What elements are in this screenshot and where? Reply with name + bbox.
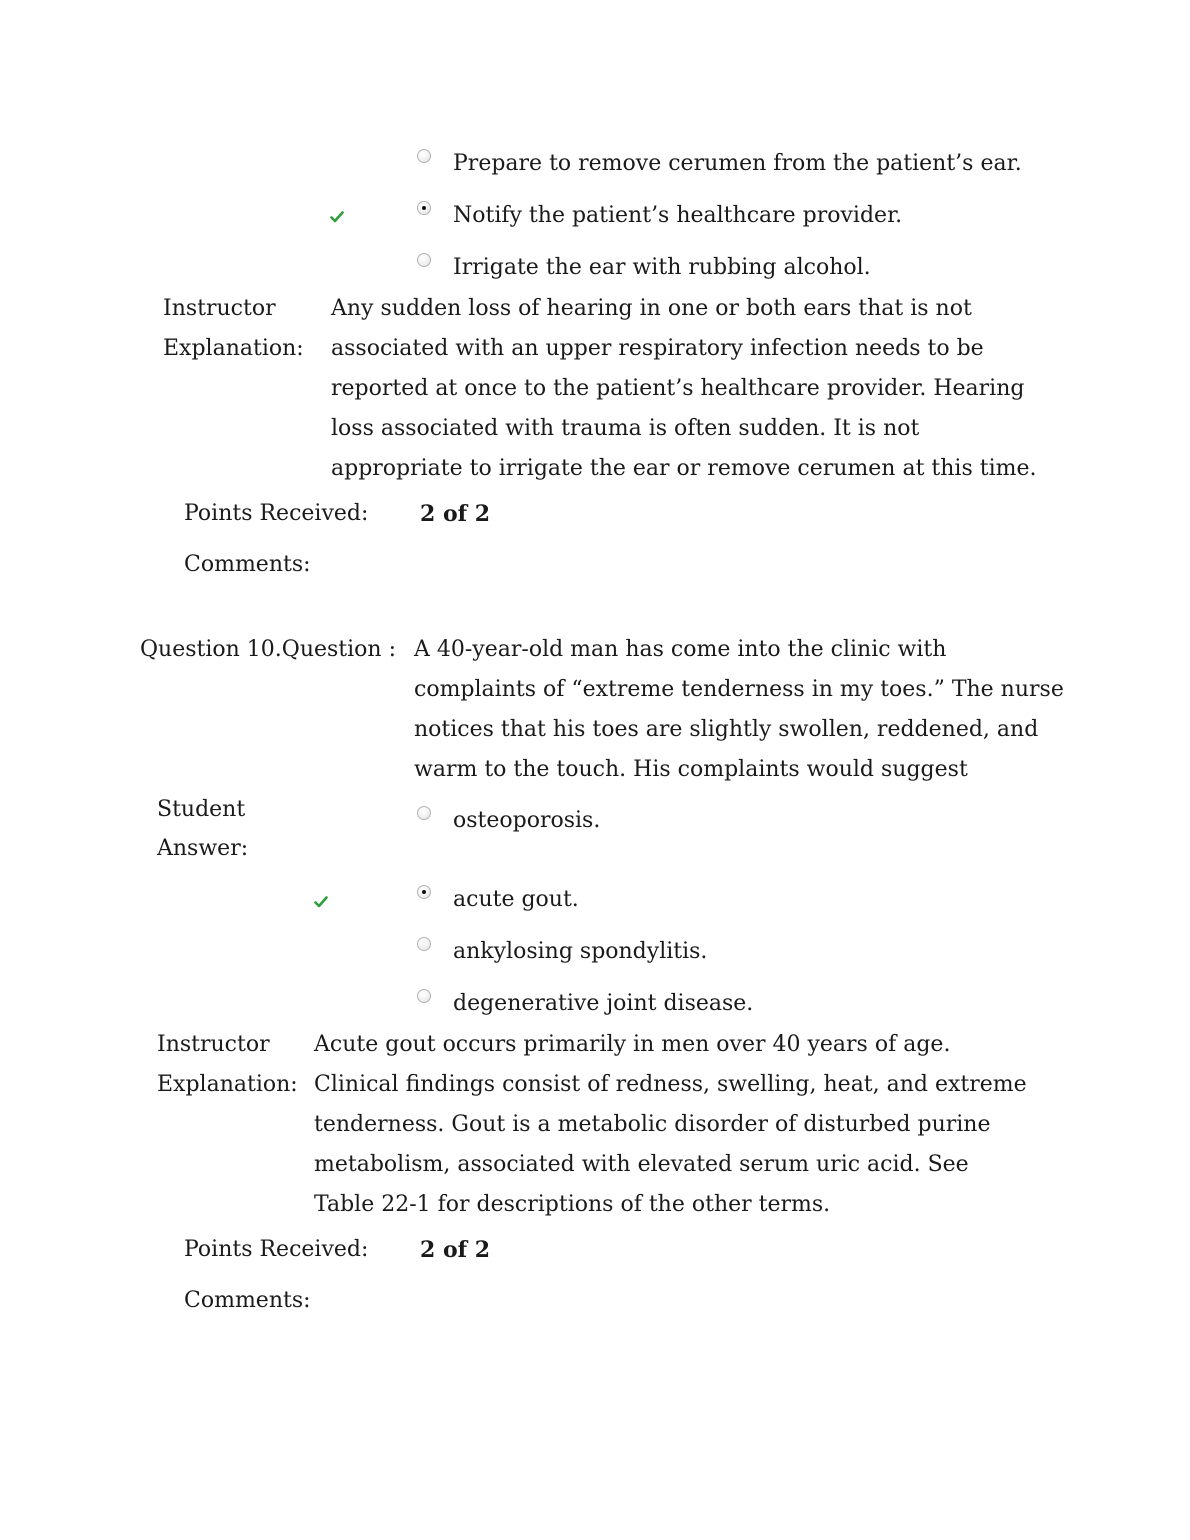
q10-comments-label: Comments: (184, 1288, 311, 1313)
q9-option-1-label: Prepare to remove cerumen from the patient’s ear. (453, 151, 1022, 176)
q9-comments-label: Comments: (184, 552, 311, 577)
q9-explanation-text: Any sudden loss of hearing in one or both ears that is not associated with an upper respiratory infection needs to be reported at once to the patient’s healthcare provider. Hearing loss associated with trauma is often sudden. It is not appropriate to irrigate the ear or remove cerumen at this time. (331, 296, 1037, 481)
q9-option-3-label: Irrigate the ear with rubbing alcohol. (453, 255, 871, 280)
q10-option-4-label: degenerative joint disease. (453, 991, 754, 1016)
q9-points-label: Points Received: (184, 501, 369, 526)
q10-explanation-text: Acute gout occurs primarily in men over 40 years of age. Clinical findings consist of redness, swelling, heat, and extreme tenderness. Gout is a metabolic disorder of disturbed purine metabolism, associated with elevated serum uric acid. See Table 22-1 for descriptions of the other terms. (314, 1032, 1027, 1217)
q10-option-2-label: acute gout. (453, 887, 579, 912)
radio-button-icon[interactable] (417, 149, 431, 163)
q9-points-value: 2 of 2 (420, 501, 491, 527)
q10-student-answer-label-line2: Answer: (157, 836, 249, 861)
q10-option-3-label: ankylosing spondylitis. (453, 939, 708, 964)
q10-points-value: 2 of 2 (420, 1237, 491, 1263)
radio-button-icon[interactable] (417, 989, 431, 1003)
q10-student-answer-label-line1: Student (157, 797, 246, 822)
q9-option-2-label: Notify the patient’s healthcare provider. (453, 203, 903, 228)
q10-option-1-label: osteoporosis. (453, 808, 601, 833)
radio-button-icon[interactable] (417, 937, 431, 951)
q9-explanation-label-line1: Instructor (163, 296, 276, 321)
q10-points-label: Points Received: (184, 1237, 369, 1262)
checkmark-icon (330, 210, 344, 224)
q10-explanation-label-line2: Explanation: (157, 1072, 298, 1097)
q10-explanation-label-line1: Instructor (157, 1032, 270, 1057)
radio-button-icon[interactable] (417, 253, 431, 267)
q10-question-label: Question 10.Question : (140, 637, 396, 662)
radio-button-icon[interactable] (417, 885, 431, 899)
q10-question-text: A 40-year-old man has come into the clinic with complaints of “extreme tenderness in my toes.” The nurse notices that his toes are slightly swollen, reddened, and warm to the touch. His complaints would suggest (414, 637, 1064, 782)
radio-button-icon[interactable] (417, 201, 431, 215)
radio-button-icon[interactable] (417, 806, 431, 820)
q9-explanation-label-line2: Explanation: (163, 336, 304, 361)
checkmark-icon (314, 895, 328, 909)
